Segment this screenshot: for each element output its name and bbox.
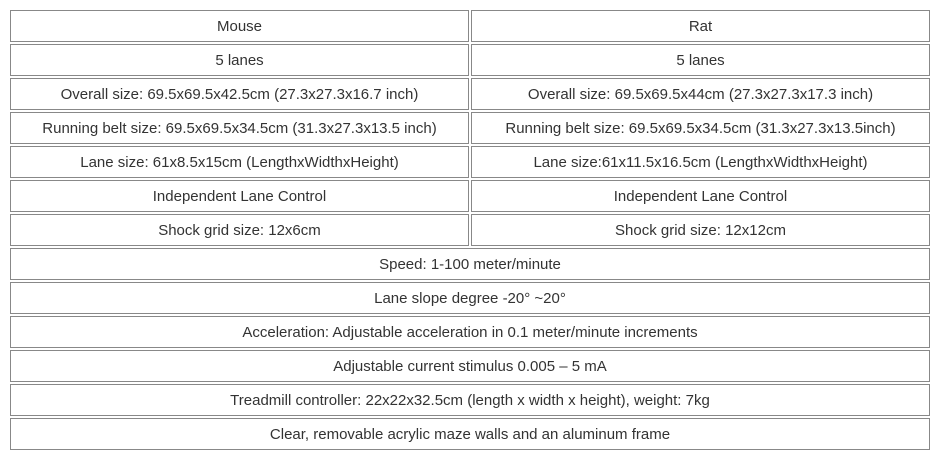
table-header-row (10, 10, 930, 42)
mouse-cell: Independent Lane Control (10, 180, 469, 212)
shared-cell: Acceleration: Adjustable acceleration in 0.1 meter/minute increments (10, 316, 930, 348)
shared-cell: Treadmill controller: 22x22x32.5cm (length x width x height), weight: 7kg (10, 384, 930, 416)
table-row (10, 282, 930, 314)
table-row (10, 146, 930, 178)
shared-cell: Lane slope degree -20° ~20° (10, 282, 930, 314)
shared-cell: Clear, removable acrylic maze walls and an aluminum frame (10, 418, 930, 450)
spec-table-body (10, 10, 930, 450)
rat-cell: Lane size:61x11.5x16.5cm (LengthxWidthxHeight) (471, 146, 930, 178)
table-row (10, 112, 930, 144)
header-cell-mouse: Mouse (10, 10, 469, 42)
mouse-cell: Lane size: 61x8.5x15cm (LengthxWidthxHeight) (10, 146, 469, 178)
shared-cell: Adjustable current stimulus 0.005 – 5 mA (10, 350, 930, 382)
table-row (10, 180, 930, 212)
spec-table (8, 8, 932, 452)
rat-cell: Independent Lane Control (471, 180, 930, 212)
table-row (10, 44, 930, 76)
rat-cell: 5 lanes (471, 44, 930, 76)
header-cell-rat: Rat (471, 10, 930, 42)
table-row (10, 78, 930, 110)
table-row (10, 248, 930, 280)
table-row (10, 418, 930, 450)
shared-cell: Speed: 1-100 meter/minute (10, 248, 930, 280)
rat-cell: Running belt size: 69.5x69.5x34.5cm (31.3x27.3x13.5inch) (471, 112, 930, 144)
mouse-cell: Running belt size: 69.5x69.5x34.5cm (31.3x27.3x13.5 inch) (10, 112, 469, 144)
table-row (10, 214, 930, 246)
table-row (10, 316, 930, 348)
rat-cell: Shock grid size: 12x12cm (471, 214, 930, 246)
table-row (10, 350, 930, 382)
mouse-cell: Shock grid size: 12x6cm (10, 214, 469, 246)
mouse-cell: Overall size: 69.5x69.5x42.5cm (27.3x27.3x16.7 inch) (10, 78, 469, 110)
mouse-cell: 5 lanes (10, 44, 469, 76)
table-row (10, 384, 930, 416)
rat-cell: Overall size: 69.5x69.5x44cm (27.3x27.3x17.3 inch) (471, 78, 930, 110)
